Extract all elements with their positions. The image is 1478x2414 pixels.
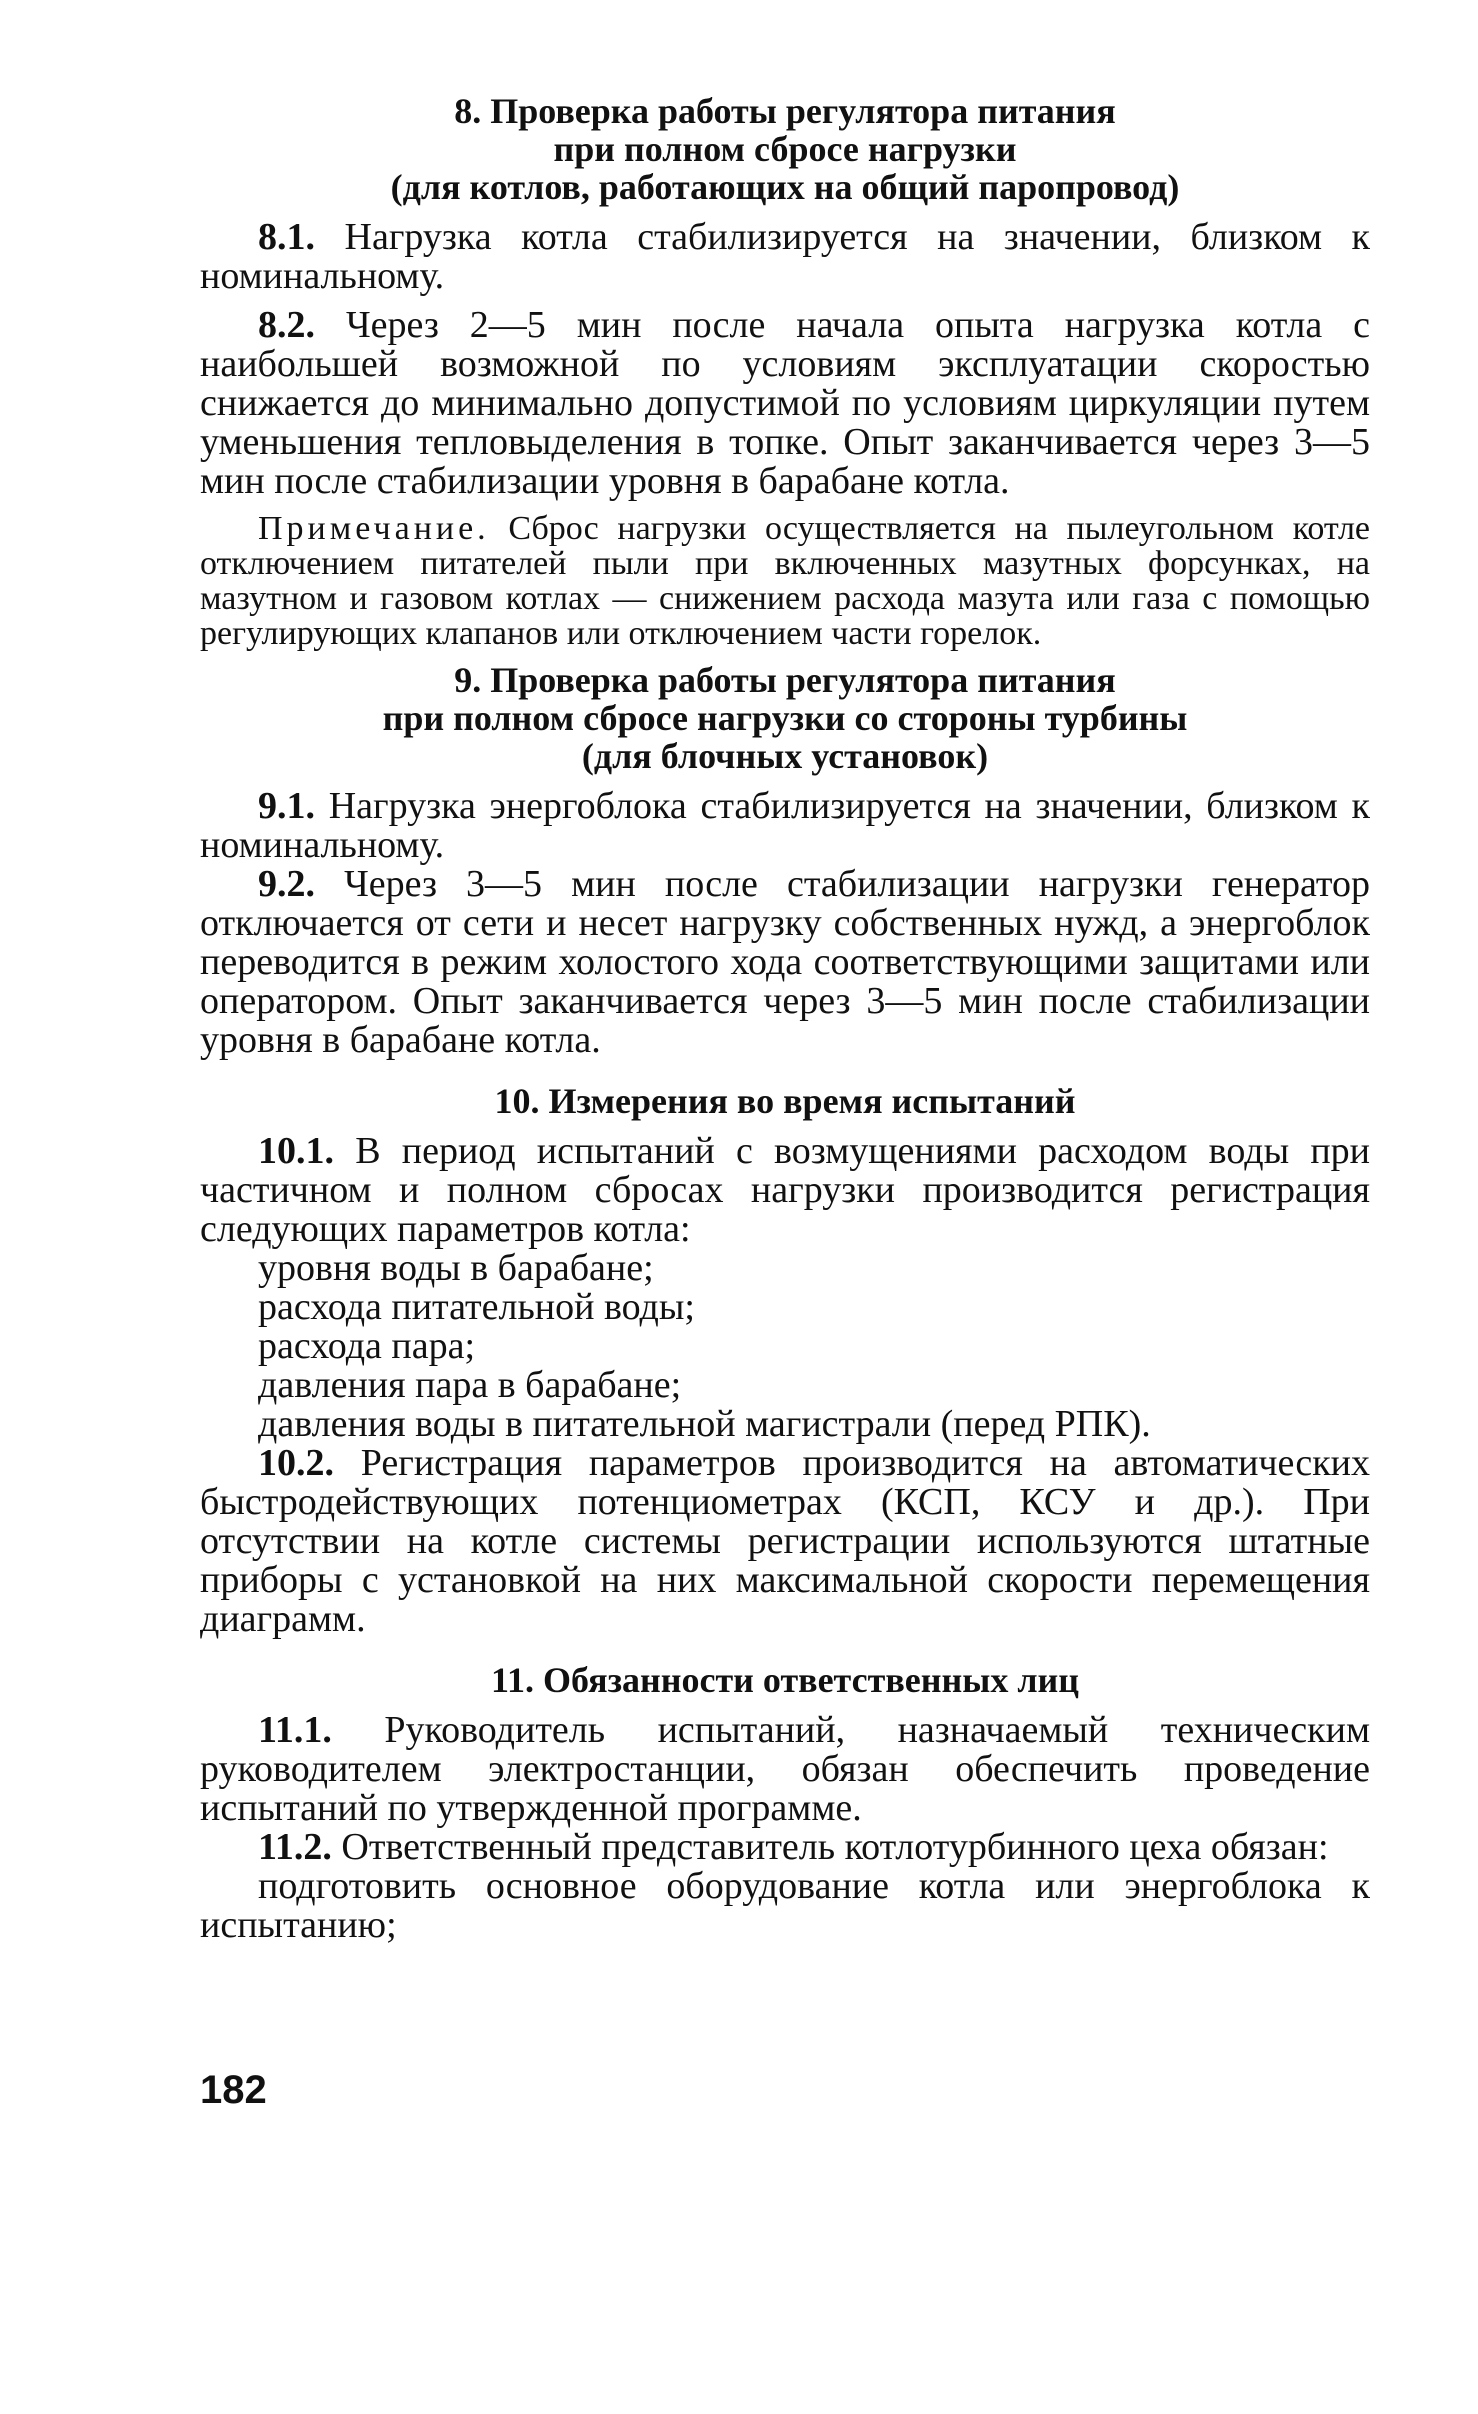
note [200, 511, 1370, 651]
list-item: уровня воды в барабане; [258, 1247, 654, 1289]
list-item: давления пара в барабане; [258, 1364, 682, 1406]
section-9-title-line-3: (для блочных установок) [581, 736, 989, 776]
paragraph-number: 9.1. [258, 785, 315, 827]
section-11-title: 11. Обязанности ответственных лиц [490, 1660, 1080, 1700]
section-9-title-line-1: 9. Проверка работы регулятора питания [454, 660, 1116, 700]
section-10-heading [200, 1082, 1370, 1120]
list-item: давления воды в питательной магистрали (перед РПК). [258, 1403, 1151, 1445]
paragraph-text: Нагрузка котла стабилизируется на значении, близком к номинальному. [200, 216, 1371, 297]
page-number: 182 [200, 2068, 267, 2112]
paragraph-text: Руководитель испытаний, назначаемый техническим руководителем электростанции, обязан обеспечить проведение испытаний по утвержденной программе. [200, 1709, 1371, 1829]
paragraph-number: 10.1. [258, 1130, 334, 1172]
section-11-heading [200, 1661, 1370, 1699]
section-8-title-line-3: (для котлов, работающих на общий паропровод) [390, 167, 1180, 207]
list-item: расхода пара; [258, 1325, 476, 1367]
note-label: Примечание. [258, 510, 490, 547]
paragraph-9-1 [200, 787, 1370, 865]
paragraph-number: 11.2. [258, 1826, 332, 1868]
paragraph-11-2-item: подготовить основное оборудование котла или энергоблока к испытанию; [200, 1865, 1370, 1946]
section-8-title-line-1: 8. Проверка работы регулятора питания [454, 91, 1116, 131]
page-body [200, 92, 1370, 1945]
paragraph-text: В период испытаний с возмущениями расходом воды при частичном и полном сбросах нагрузки производится регистрация следующих параметров котла: [200, 1130, 1371, 1250]
paragraph-9-2 [200, 865, 1370, 1060]
paragraph-11-2 [200, 1828, 1370, 1867]
section-9-title-line-2: при полном сбросе нагрузки со стороны турбины [382, 698, 1188, 738]
list-item: расхода питательной воды; [258, 1286, 695, 1328]
paragraph-number: 9.2. [258, 863, 315, 905]
paragraph-10-1 [200, 1132, 1370, 1249]
paragraph-text: Через 2—5 мин после начала опыта нагрузка котла с наибольшей возможной по условиям эксплуатации скоростью снижается до минимально допустимой по условиям циркуляции путем уменьшения тепловыделения в топке. Опыт заканчивается через 3—5 мин после стабилизации уровня в барабане котла. [200, 304, 1371, 502]
paragraph-11-1 [200, 1711, 1370, 1828]
paragraph-text: Регистрация параметров производится на автоматических быстродействующих потенциометрах (КСП, КСУ и др.). При отсутствии на котле системы регистрации используются штатные приборы с установкой на них максимальной скорости перемещения диаграмм. [200, 1442, 1371, 1640]
paragraph-number: 8.2. [258, 304, 315, 346]
section-8-heading [200, 92, 1370, 206]
paragraph-10-2 [200, 1444, 1370, 1639]
section-10-title: 10. Измерения во время испытаний [494, 1081, 1076, 1121]
paragraph-8-2 [200, 306, 1370, 501]
paragraph-number: 10.2. [258, 1442, 334, 1484]
section-9-heading [200, 661, 1370, 775]
paragraph-number: 11.1. [258, 1709, 332, 1751]
paragraph-8-1 [200, 218, 1370, 296]
note-text: Сброс нагрузки осуществляется на пылеугольном котле отключением питателей пыли при включенных мазутных форсунках, на мазутном и газовом котлах — снижением расхода мазута или газа с помощью регулирующих клапанов или отключением части горелок. [200, 510, 1371, 652]
paragraph-text: Ответственный представитель котлотурбинного цеха обязан: [341, 1826, 1329, 1868]
section-8-title-line-2: при полном сбросе нагрузки [553, 129, 1017, 169]
paragraph-text: Через 3—5 мин после стабилизации нагрузки генератор отключается от сети и несет нагрузку собственных нужд, а энергоблок переводится в режим холостого хода соответствующими защитами или оператором. Опыт заканчивается через 3—5 мин после стабилизации уровня в барабане котла. [200, 863, 1370, 1061]
paragraph-text: Нагрузка энергоблока стабилизируется на значении, близком к номинальному. [200, 785, 1371, 866]
paragraph-number: 8.1. [258, 216, 315, 258]
